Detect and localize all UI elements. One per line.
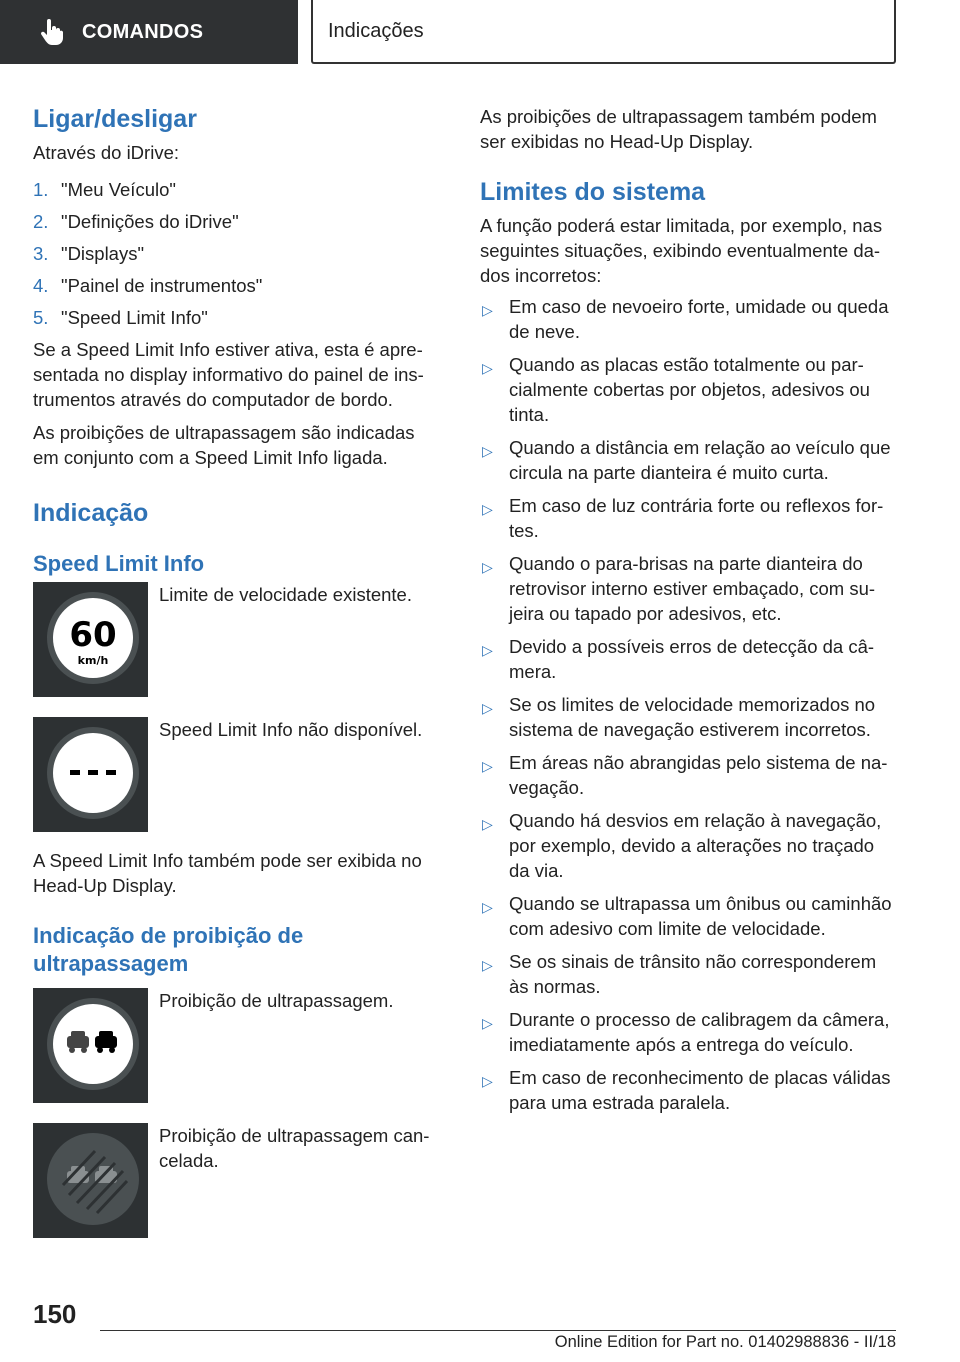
triangle-bullet-icon: ▷ [482, 360, 493, 376]
step-number: 1. [33, 179, 49, 200]
triangle-bullet-icon: ▷ [482, 957, 493, 973]
sign-row-unavailable [33, 717, 443, 832]
footer-edition: Online Edition for Part no. 01402988836 - II/18 [554, 1333, 896, 1351]
triangle-bullet-icon: ▷ [482, 758, 493, 774]
triangle-bullet-icon: ▷ [482, 700, 493, 716]
speed-value: 60 [69, 615, 117, 655]
speed-unit: km/h [77, 654, 109, 667]
overtake-paragraph: As proibições de ultrapassagem são indicadas em conjunto com a Speed Limit Info ligada. [33, 422, 415, 468]
bullet-text: Quando a distância em relação ao veículo que circula na parte dianteira é muito curta. [509, 437, 891, 483]
bullet-text: Durante o processo de calibragem da câmera, imediatamente após a entrega do veículo. [509, 1009, 890, 1055]
chapter-label: Indicações [328, 19, 424, 42]
list-item [480, 808, 896, 883]
list-item [480, 294, 896, 344]
sign1-text: Limite de velocidade existente. [159, 584, 412, 605]
speed-limit-unavailable-sign-icon [33, 717, 148, 832]
heading-speed-limit-info: Speed Limit Info [33, 551, 205, 576]
page-number: 150 [33, 1299, 77, 1329]
steps-list [33, 177, 443, 330]
bullet-text: Se os limites de velocidade memorizados no sistema de navegação estiverem incorretos. [509, 694, 876, 740]
bullet-text: Quando há desvios em relação à navegação, por exemplo, devido a alterações no traçado da via. [509, 810, 882, 881]
bullet-text: Quando se ultrapassa um ônibus ou caminhão com adesivo com limite de velocidade. [509, 893, 892, 939]
right-column [480, 104, 896, 1123]
list-item [33, 273, 443, 298]
footer-divider [100, 1330, 896, 1331]
list-item [480, 1065, 896, 1115]
heading-system-limits: Limites do sistema [480, 178, 706, 206]
sign2-text: Speed Limit Info não disponível. [159, 719, 423, 740]
list-item [33, 209, 443, 234]
triangle-bullet-icon: ▷ [482, 559, 493, 575]
bullet-text: Em caso de nevoeiro forte, umidade ou queda de neve. [509, 296, 889, 342]
no-passing-sign-icon [33, 988, 148, 1103]
bullet-text: Devido a possíveis erros de detecção da câmera. [509, 636, 875, 682]
triangle-bullet-icon: ▷ [482, 501, 493, 517]
sign-row-speed-limit [33, 582, 443, 697]
triangle-bullet-icon: ▷ [482, 816, 493, 832]
list-item [480, 949, 896, 999]
sign4-text: Proibição de ultrapassagem cancelada. [159, 1125, 430, 1171]
list-item [480, 1007, 896, 1057]
bullet-text: Quando o para-brisas na parte dianteira do retrovisor interno estiver embaçado, com sujeira ou tapado por adesivos, etc. [509, 553, 876, 624]
hud-paragraph: A Speed Limit Info também pode ser exibida no Head-Up Display. [33, 850, 422, 896]
section-tab [0, 0, 298, 64]
speed-limit-60-sign-icon [33, 582, 148, 697]
list-item [480, 493, 896, 543]
heading-no-passing: Indicação de proibição de ultrapassagem [33, 923, 304, 976]
list-item [480, 352, 896, 427]
step-text: "Displays" [61, 243, 145, 264]
sign3-text: Proibição de ultrapassagem. [159, 990, 394, 1011]
triangle-bullet-icon: ▷ [482, 1015, 493, 1031]
bullet-text: Em caso de reconhecimento de placas válidas para uma estrada paralela. [509, 1067, 891, 1113]
list-item [480, 634, 896, 684]
left-column [33, 100, 443, 1258]
step-text: "Definições do iDrive" [61, 211, 239, 232]
hand-pointer-icon [40, 19, 64, 45]
section-label: COMANDOS [82, 20, 204, 43]
list-item [480, 891, 896, 941]
list-item [33, 177, 443, 202]
triangle-bullet-icon: ▷ [482, 1073, 493, 1089]
list-item [480, 435, 896, 485]
sign-row-no-passing [33, 988, 443, 1103]
no-passing-cancelled-sign-icon [33, 1123, 148, 1238]
triangle-bullet-icon: ▷ [482, 443, 493, 459]
triangle-bullet-icon: ▷ [482, 642, 493, 658]
list-item [33, 305, 443, 330]
bullet-text: Se os sinais de trânsito não corresponderem às normas. [509, 951, 877, 997]
page-header [0, 0, 960, 66]
list-item [480, 692, 896, 742]
step-number: 3. [33, 243, 49, 264]
chapter-box [311, 0, 896, 64]
active-paragraph: Se a Speed Limit Info estiver ativa, esta é apresentada no display informativo do painel de instrumentos através do computador de bordo. [33, 339, 424, 410]
via-idrive-text: Através do iDrive: [33, 142, 179, 163]
step-text: "Painel de instrumentos" [61, 275, 263, 296]
list-item [480, 750, 896, 800]
step-text: "Speed Limit Info" [61, 307, 208, 328]
hud2-paragraph: As proibições de ultrapassagem também podem ser exibidas no Head-Up Display. [480, 106, 877, 152]
bullet-text: Em caso de luz contrária forte ou reflexos fortes. [509, 495, 884, 541]
list-item [480, 551, 896, 626]
step-text: "Meu Veículo" [61, 179, 176, 200]
bullet-text: Em áreas não abrangidas pelo sistema de navegação. [509, 752, 888, 798]
triangle-bullet-icon: ▷ [482, 302, 493, 318]
triangle-bullet-icon: ▷ [482, 899, 493, 915]
sign-row-no-passing-cancelled [33, 1123, 443, 1238]
step-number: 4. [33, 275, 49, 296]
step-number: 5. [33, 307, 49, 328]
list-item [33, 241, 443, 266]
limits-intro: A função poderá estar limitada, por exemplo, nas seguintes situações, exibindo eventualmente dados incorretos: [480, 215, 883, 286]
limits-list [480, 294, 896, 1115]
step-number: 2. [33, 211, 49, 232]
heading-display: Indicação [33, 499, 149, 527]
heading-on-off: Ligar/desligar [33, 105, 197, 133]
bullet-text: Quando as placas estão totalmente ou parcialmente cobertas por objetos, adesivos ou tinta. [509, 354, 870, 425]
